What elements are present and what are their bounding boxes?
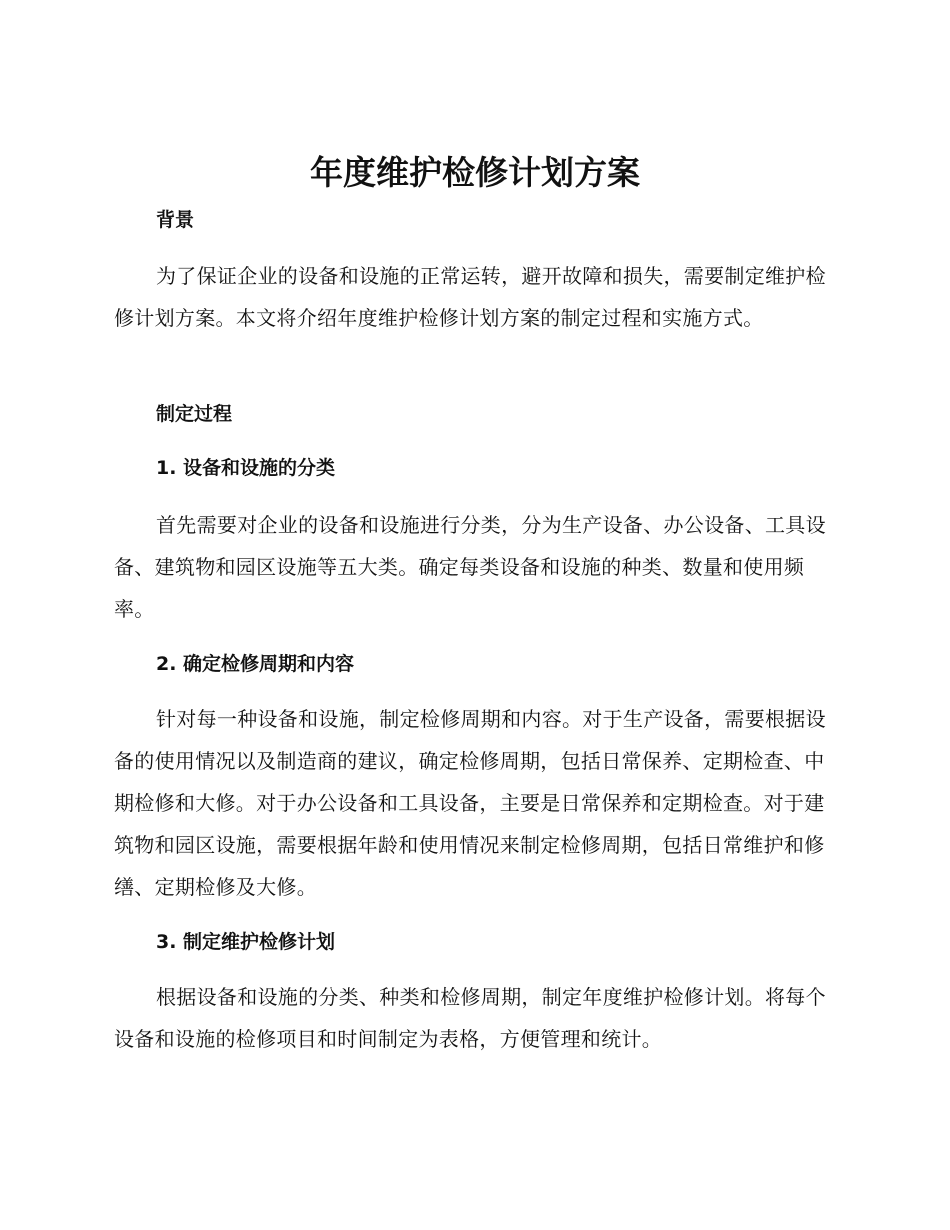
step-3-heading: 3. 制定维护检修计划 [156, 931, 336, 953]
background-heading: 背景 [156, 209, 195, 231]
step-1-heading: 1. 设备和设施的分类 [156, 457, 336, 479]
step-3-paragraph: 根据设备和设施的分类、种类和检修周期，制定年度维护检修计划。将每个设备和设施的检修项目和时间制定为表格，方便管理和统计。 [114, 985, 826, 1051]
step-2-paragraph: 针对每一种设备和设施，制定检修周期和内容。对于生产设备，需要根据设备的使用情况以及制造商的建议，确定检修周期，包括日常保养、定期检查、中期检修和大修。对于办公设备和工具设备，主要是日常保养和定期检查。对于建筑物和园区设施，需要根据年龄和使用情况来制定检修周期，包括日常维护和修缮、定期检修及大修。 [114, 707, 826, 899]
step-2-heading: 2. 确定检修周期和内容 [156, 653, 355, 675]
step-1-paragraph: 首先需要对企业的设备和设施进行分类，分为生产设备、办公设备、工具设备、建筑物和园区设施等五大类。确定每类设备和设施的种类、数量和使用频率。 [114, 513, 826, 621]
background-paragraph: 为了保证企业的设备和设施的正常运转，避开故障和损失，需要制定维护检修计划方案。本文将介绍年度维护检修计划方案的制定过程和实施方式。 [114, 264, 826, 330]
document-title: 年度维护检修计划方案 [310, 153, 640, 192]
process-heading: 制定过程 [156, 403, 233, 425]
